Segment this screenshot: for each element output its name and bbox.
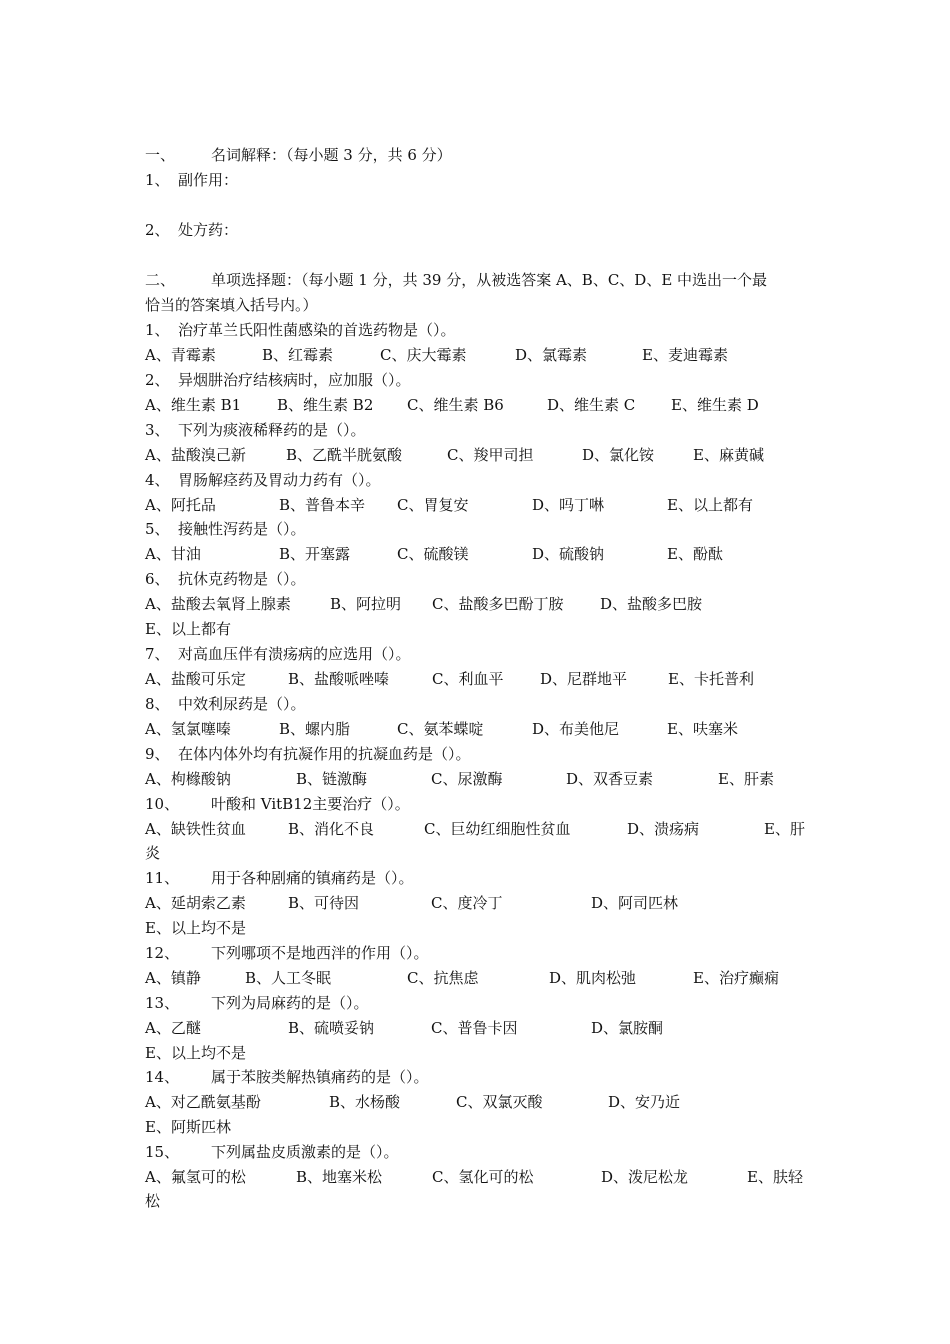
item-number: 1、 — [145, 171, 170, 189]
option-d: D、氯胺酮 — [591, 1019, 664, 1037]
option-c: C、尿激酶 — [431, 770, 503, 788]
question-number: 5、 — [145, 520, 170, 538]
question-number: 4、 — [145, 471, 170, 489]
section-number: 二、 — [145, 271, 176, 289]
option-b: B、螺内脂 — [279, 720, 351, 738]
option-d: D、盐酸多巴胺 — [600, 595, 703, 613]
question-text: 属于苯胺类解热镇痛药的是（）。 — [211, 1068, 429, 1086]
option-b: B、可待因 — [288, 894, 360, 912]
option-d: D、安乃近 — [608, 1093, 681, 1111]
option-e: E、以上都有 — [145, 620, 231, 638]
option-d: D、布美他尼 — [532, 720, 620, 738]
option-e: E、酚酞 — [667, 545, 723, 563]
option-a: A、乙醚 — [145, 1019, 201, 1037]
option-b: B、链激酶 — [296, 770, 368, 788]
option-e: E、肝素 — [718, 770, 774, 788]
option-b: B、硫喷妥钠 — [288, 1019, 375, 1037]
option-a: A、维生素 B1 — [145, 396, 242, 414]
question-number: 12、 — [145, 944, 180, 962]
option-a: A、枸橼酸钠 — [145, 770, 231, 788]
question-number: 11、 — [145, 869, 180, 887]
option-b: B、维生素 B2 — [277, 396, 374, 414]
question-number: 6、 — [145, 570, 170, 588]
option-c: C、硫酸镁 — [397, 545, 469, 563]
option-c: C、双氯灭酸 — [456, 1093, 543, 1111]
question-text: 下列为痰液稀释药的是（）。 — [178, 421, 366, 439]
question-number: 10、 — [145, 795, 180, 813]
section-title: 单项选择题：（每小题 1 分，共 39 分，从被选答案 A、B、C、D、E 中选出一个最 — [211, 271, 768, 289]
item-text: 处方药： — [178, 221, 239, 239]
option-e: E、呋塞米 — [667, 720, 738, 738]
section-title-cont: 恰当的答案填入括号内。） — [145, 296, 318, 314]
option-e: E、麻黄碱 — [693, 446, 764, 464]
option-e: E、维生素 D — [671, 396, 759, 414]
option-c: C、利血平 — [432, 670, 504, 688]
option-a: A、甘油 — [145, 545, 201, 563]
option-d: D、硫酸钠 — [532, 545, 605, 563]
question-text: 异烟肼治疗结核病时，应加服（）。 — [178, 371, 411, 389]
item-number: 2、 — [145, 221, 170, 239]
option-c: C、庆大霉素 — [380, 346, 467, 364]
option-d: D、氯化铵 — [582, 446, 655, 464]
option-c: C、氨苯蝶啶 — [397, 720, 484, 738]
question-text: 在体内体外均有抗凝作用的抗凝血药是（）。 — [178, 745, 471, 763]
option-a: A、缺铁性贫血 — [145, 820, 246, 838]
option-b: B、地塞米松 — [296, 1168, 383, 1186]
option-c: C、巨幼红细胞性贫血 — [424, 820, 571, 838]
section-number: 一、 — [145, 146, 176, 164]
question-number: 9、 — [145, 745, 170, 763]
option-b: B、水杨酸 — [329, 1093, 401, 1111]
option-e: E、卡托普利 — [668, 670, 754, 688]
question-number: 7、 — [145, 645, 170, 663]
question-number: 1、 — [145, 321, 170, 339]
question-text: 治疗革兰氏阳性菌感染的首选药物是（）。 — [178, 321, 456, 339]
question-text: 用于各种剧痛的镇痛药是（）。 — [211, 869, 414, 887]
option-d: D、肌肉松弛 — [549, 969, 637, 987]
option-a: A、镇静 — [145, 969, 201, 987]
option-e: E、治疗癫痫 — [693, 969, 779, 987]
question-text: 接触性泻药是（）。 — [178, 520, 306, 538]
option-b: B、开塞露 — [279, 545, 351, 563]
option-b: B、消化不良 — [288, 820, 375, 838]
option-e: E、以上均不是 — [145, 1044, 246, 1062]
option-c: C、盐酸多巴酚丁胺 — [432, 595, 564, 613]
option-b: B、红霉素 — [262, 346, 334, 364]
option-e: E、麦迪霉素 — [642, 346, 728, 364]
option-a: A、盐酸可乐定 — [145, 670, 246, 688]
question-text: 叶酸和 VitB12主要治疗（）。 — [211, 795, 410, 813]
question-number: 15、 — [145, 1143, 180, 1161]
option-e: E、阿斯匹林 — [145, 1118, 231, 1136]
option-d: D、双香豆素 — [566, 770, 654, 788]
option-d: D、阿司匹林 — [591, 894, 679, 912]
option-d: D、吗丁啉 — [532, 496, 605, 514]
question-text: 下列属盐皮质激素的是（）。 — [211, 1143, 399, 1161]
question-text: 对高血压伴有溃疡病的应选用（）。 — [178, 645, 411, 663]
option-e: E、肤轻 — [747, 1168, 803, 1186]
option-a: A、青霉素 — [145, 346, 216, 364]
question-number: 13、 — [145, 994, 180, 1012]
option-c: C、胃复安 — [397, 496, 469, 514]
option-d: D、氯霉素 — [515, 346, 588, 364]
question-text: 胃肠解痉药及胃动力药有（）。 — [178, 471, 381, 489]
option-a: A、盐酸溴己新 — [145, 446, 246, 464]
option-d: D、溃疡病 — [627, 820, 700, 838]
option-b: B、阿拉明 — [330, 595, 402, 613]
question-number: 8、 — [145, 695, 170, 713]
option-e: E、以上都有 — [667, 496, 753, 514]
question-number: 2、 — [145, 371, 170, 389]
option-a: A、阿托品 — [145, 496, 216, 514]
option-c: C、普鲁卡因 — [431, 1019, 518, 1037]
option-a: A、对乙酰氨基酚 — [145, 1093, 261, 1111]
option-a: A、盐酸去氧肾上腺素 — [145, 595, 291, 613]
option-a: A、氢氯噻嗪 — [145, 720, 231, 738]
section-title: 名词解释：（每小题 3 分，共 6 分） — [211, 146, 452, 164]
option-a: A、延胡索乙素 — [145, 894, 246, 912]
option-b: B、乙酰半胱氨酸 — [286, 446, 403, 464]
option-a: A、氟氢可的松 — [145, 1168, 246, 1186]
option-c: C、氢化可的松 — [432, 1168, 534, 1186]
option-c: C、度冷丁 — [431, 894, 503, 912]
option-b: B、人工冬眠 — [245, 969, 332, 987]
option-b: B、普鲁本辛 — [279, 496, 366, 514]
question-text: 抗休克药物是（）。 — [178, 570, 306, 588]
question-text: 下列哪项不是地西泮的作用（）。 — [211, 944, 429, 962]
question-text: 中效利尿药是（）。 — [178, 695, 306, 713]
option-d: D、泼尼松龙 — [601, 1168, 689, 1186]
option-e: E、肝 — [764, 820, 805, 838]
option-b: B、盐酸哌唑嗪 — [288, 670, 390, 688]
option-e: E、以上均不是 — [145, 919, 246, 937]
question-number: 14、 — [145, 1068, 180, 1086]
option-c: C、羧甲司担 — [447, 446, 534, 464]
question-number: 3、 — [145, 421, 170, 439]
option-e-cont: 松 — [145, 1192, 161, 1210]
option-d: D、尼群地平 — [540, 670, 628, 688]
option-e-cont: 炎 — [145, 844, 161, 862]
option-c: C、抗焦虑 — [407, 969, 479, 987]
item-text: 副作用： — [178, 171, 239, 189]
question-text: 下列为局麻药的是（）。 — [211, 994, 369, 1012]
option-c: C、维生素 B6 — [407, 396, 504, 414]
option-d: D、维生素 C — [547, 396, 636, 414]
